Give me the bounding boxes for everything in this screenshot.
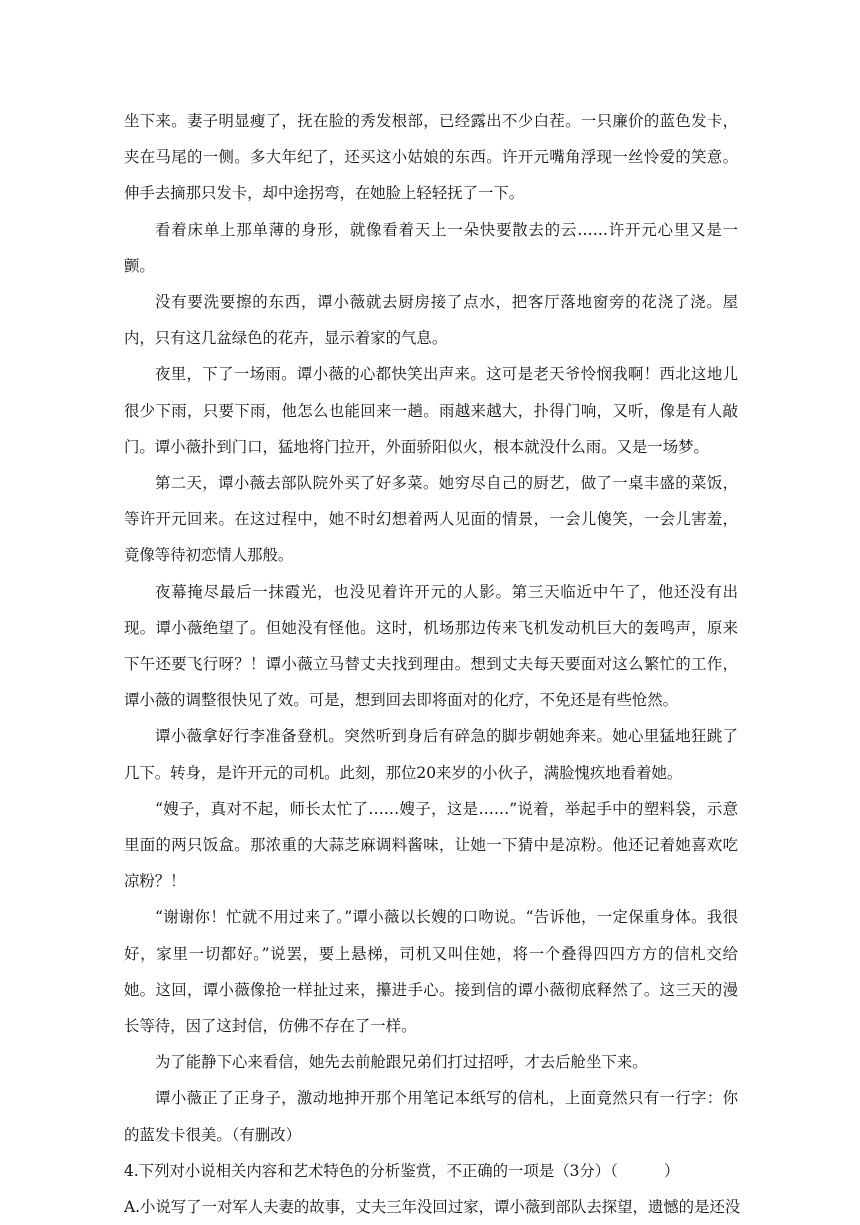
paragraph: 第二天，谭小薇去部队院外买了好多菜。她穷尽自己的厨艺，做了一桌丰盛的菜饭，等许开元回来。在这过程中，她不时幻想着两人见面的情景，一会儿傻笑，一会儿害羞，竟像等待初恋情人那般。 [124,474,738,565]
paragraph: “谢谢你！忙就不用过来了。”谭小薇以长嫂的口吻说。“告诉他，一定保重身体。我很好，家里一切都好。”说罢，要上悬梯，司机又叫住她，将一个叠得四四方方的信札交给她。这回，谭小薇像抢一样扯过来，攥进手心。接到信的谭小薇彻底释然了。这三天的漫长等待，因了这封信，仿佛不存在了一样。 [124,908,738,1036]
paragraph: 谭小薇拿好行李准备登机。突然听到身后有碎急的脚步朝她奔来。她心里猛地狂跳了几下。转身，是许开元的司机。此刻，那位20来岁的小伙子，满脸愧疚地看着她。 [124,727,738,782]
paragraph: 夜幕掩尽最后一抹霞光，也没见着许开元的人影。第三天临近中午了，他还没有出现。谭小薇绝望了。但她没有怪他。这时，机场那边传来飞机发动机巨大的轰鸣声，原来下午还要飞行呀？！谭小薇立马替丈夫找到理由。想到丈夫每天要面对这么繁忙的工作，谭小薇的调整很快见了效。可是，想到回去即将面对的化疗，不免还是有些怆然。 [124,582,738,710]
paragraph: 没有要洗要擦的东西，谭小薇就去厨房接了点水，把客厅落地窗旁的花浇了浇。屋内，只有这几盆绿色的花卉，显示着家的气息。 [124,293,738,348]
paragraph: “嫂子，真对不起，师长太忙了……嫂子，这是……”说着，举起手中的塑料袋，示意里面的两只饭盒。那浓重的大蒜芝麻调料酱味，让她一下猜中是凉粉。他还记着她喜欢吃凉粉？！ [124,799,738,891]
question-option-a: A.小说写了一对军人夫妻的故事，丈夫三年没回过家，谭小薇到部队去探望，遗憾的是还没 [124,1198,741,1217]
article-body [124,103,741,1225]
paragraph: 谭小薇正了正身子，激动地抻开那个用笔记本纸写的信札，上面竟然只有一行字：你的蓝发卡很美。（有删改） [124,1089,738,1144]
paragraph: 坐下来。妻子明显瘦了，抚在脸的秀发根部，已经露出不少白茬。一只廉价的蓝色发卡，夹在马尾的一侧。多大年纪了，还买这小姑娘的东西。许开元嘴角浮现一丝怜爱的笑意。伸手去摘那只发卡，却中途拐弯，在她脸上轻轻抚了一下。 [124,112,738,203]
paragraph: 夜里，下了一场雨。谭小薇的心都快笑出声来。这可是老天爷怜悯我啊！西北这地儿很少下雨，只要下雨，他怎么也能回来一趟。雨越来越大，扑得门响，又听，像是有人敲门。谭小薇扑到门口，猛地将门拉开，外面骄阳似火，根本就没什么雨。又是一场梦。 [124,365,738,456]
question-stem: 4.下列对小说相关内容和艺术特色的分析鉴赏，不正确的一项是（3分）（ ） [124,1161,680,1180]
paragraph: 看着床单上那单薄的身形，就像看着天上一朵快要散去的云……许开元心里又是一颤。 [124,220,738,275]
paragraph: 为了能静下心来看信，她先去前舱跟兄弟们打过招呼，才去后舱坐下来。 [155,1053,648,1072]
